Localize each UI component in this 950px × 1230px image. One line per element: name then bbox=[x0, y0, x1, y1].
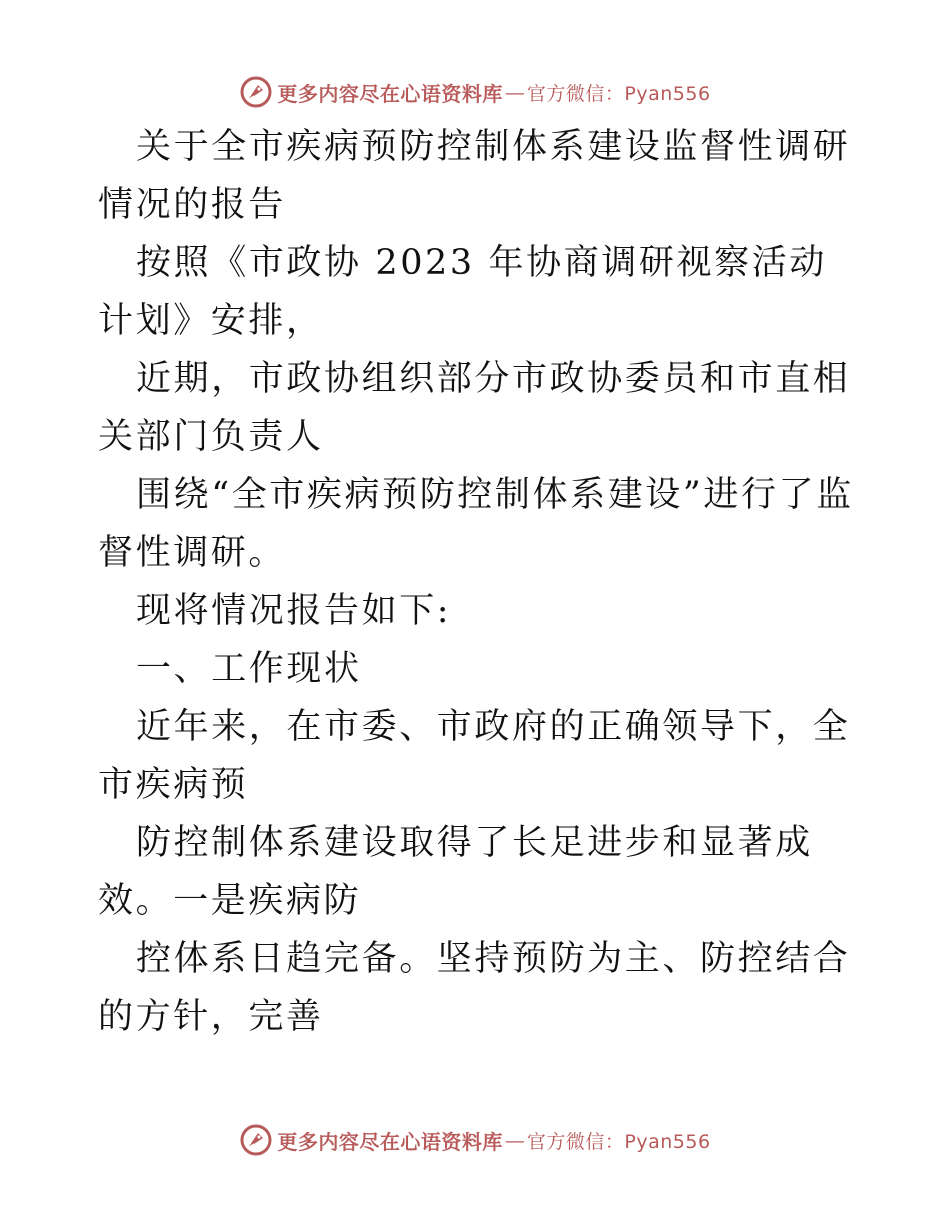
paragraph-line: 近期，市政协组织部分市政协委员和市直相关部门负责人 bbox=[98, 359, 851, 457]
pen-nib-logo-icon bbox=[239, 75, 273, 109]
paragraph-line: 按照《市政协 2023 年协商调研视察活动计划》安排， bbox=[98, 243, 827, 341]
paragraph-line: 防控制体系建设取得了长足进步和显著成效。一是疾病防 bbox=[98, 823, 813, 921]
header-brand-dash: — bbox=[504, 80, 525, 104]
section-heading: 一、工作现状 bbox=[136, 649, 362, 689]
header-brand-contact: 官方微信：Pyan556 bbox=[526, 82, 711, 105]
paragraph-line: 现将情况报告如下: bbox=[136, 591, 452, 631]
document-body bbox=[98, 118, 858, 1046]
header-watermark bbox=[0, 72, 950, 112]
footer-brand-dash: — bbox=[504, 1128, 525, 1152]
document-title: 关于全市疾病预防控制体系建设监督性调研情况的报告 bbox=[98, 127, 851, 225]
header-brand-name: 更多内容尽在心语资料库 bbox=[277, 81, 503, 106]
footer-brand-name: 更多内容尽在心语资料库 bbox=[277, 1129, 503, 1154]
paragraph-line: 围绕“全市疾病预防控制体系建设”进行了监督性调研。 bbox=[98, 475, 854, 573]
footer-watermark bbox=[0, 1120, 950, 1160]
footer-brand-contact: 官方微信：Pyan556 bbox=[526, 1130, 711, 1153]
paragraph-line: 近年来，在市委、市政府的正确领导下，全市疾病预 bbox=[98, 707, 851, 805]
pen-nib-logo-icon bbox=[239, 1123, 273, 1157]
paragraph-line: 控体系日趋完备。坚持预防为主、防控结合的方针，完善 bbox=[98, 939, 851, 1037]
